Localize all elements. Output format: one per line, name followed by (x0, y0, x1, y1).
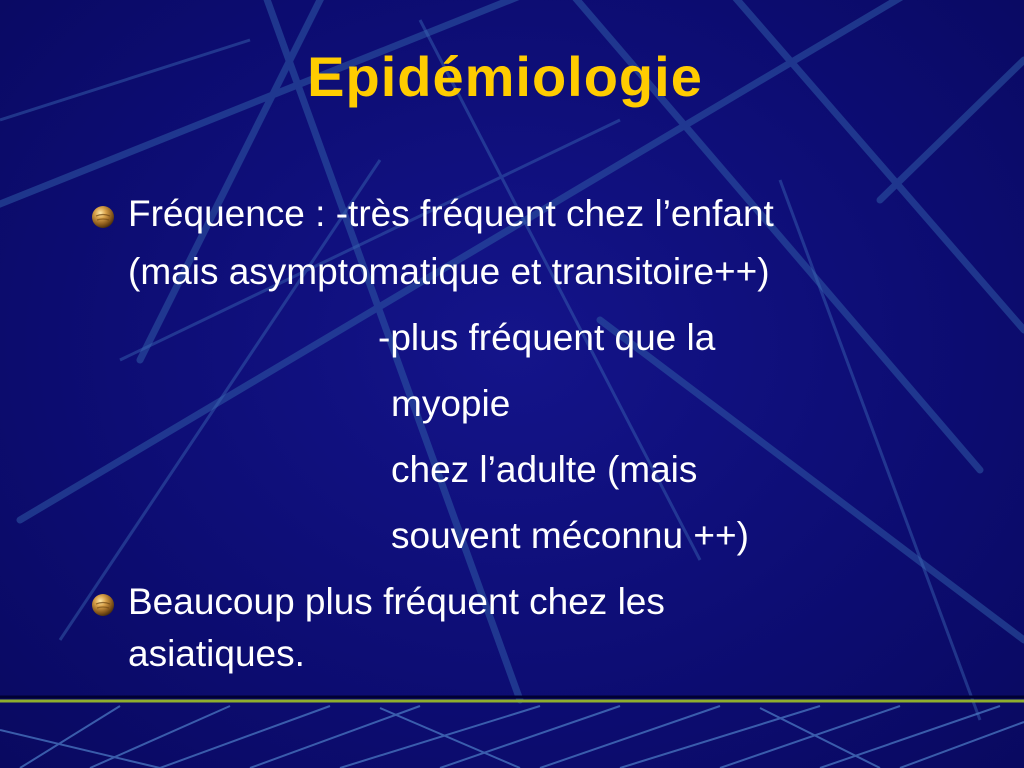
bullet-line: souvent méconnu ++) (391, 515, 749, 556)
bullet-line: (mais asymptomatique et transitoire++) (128, 251, 770, 292)
bullet-line: Beaucoup plus fréquent chez les (128, 581, 665, 622)
bullet-line: asiatiques. (128, 633, 305, 674)
bullet-line: Fréquence : -très fréquent chez l’enfant (128, 193, 774, 234)
slide-title: Epidémiologie (307, 45, 703, 108)
bullet-line: chez l’adulte (mais (391, 449, 698, 490)
bullet-line: myopie (391, 383, 511, 424)
bronze-sphere-bullet-icon (88, 202, 118, 232)
bullet-line: -plus fréquent que la (378, 317, 716, 358)
bronze-sphere-bullet-icon (88, 590, 118, 620)
